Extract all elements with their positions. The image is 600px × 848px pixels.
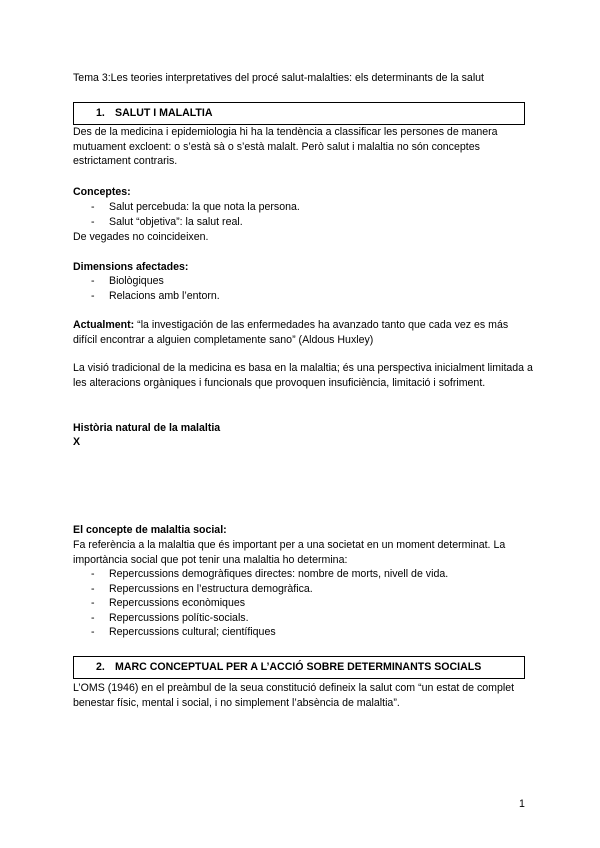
page-number: 1 <box>519 798 525 810</box>
concepts-list <box>73 200 535 229</box>
list-item: - Repercussions cultural; científiques <box>73 625 535 640</box>
natural-history-heading: Història natural de la malaltia <box>73 422 221 434</box>
section-2-text: L’OMS (1946) en el preàmbul de la seua constitució defineix la salut com “un estat de complet benestar físic, mental i social, i no simplement l’absència de malaltia”. <box>73 682 515 709</box>
actualment-quote: “la investigación de las enfermedades ha avanzado tanto que cada vez es más difícil encontrar a alguien completamente sano” (Aldous Huxley) <box>73 319 509 346</box>
social-illness-heading: El concepte de malaltia social: <box>73 524 227 536</box>
social-illness-list <box>73 567 535 640</box>
list-item: - Salut “objetiva”: la salut real. <box>73 215 535 230</box>
natural-history-mark: X <box>73 436 81 448</box>
section-2-heading: MARC CONCEPTUAL PER A L’ACCIÓ SOBRE DETERMINANTS SOCIALS <box>115 661 482 673</box>
list-item: - Repercussions demogràfiques directes: nombre de morts, nivell de vida. <box>73 567 535 582</box>
concepts-note: De vegades no coincideixen. <box>73 231 209 243</box>
concepts-heading: Conceptes: <box>73 186 131 198</box>
list-item: - Repercussions polític-socials. <box>73 611 535 626</box>
section-2-heading-box <box>73 656 525 679</box>
actualment-label: Actualment: <box>73 319 135 331</box>
actualment-paragraph <box>73 318 535 347</box>
section-1-heading-box <box>73 102 525 125</box>
traditional-view-paragraph: La visió tradicional de la medicina es basa en la malaltia; és una perspectiva inicialment limitada a les alteracions orgàniques i funcionals que provoquen insuficiència, limitació i sofriment. <box>73 362 533 389</box>
list-item: - Biològiques <box>73 274 535 289</box>
social-illness-text: Fa referència a la malaltia que és important per a una societat en un moment determinat. La importància social que pot tenir una malaltia ho determina: <box>73 539 506 566</box>
list-item: - Relacions amb l’entorn. <box>73 289 535 304</box>
section-1-intro: Des de la medicina i epidemiologia hi ha la tendència a classificar les persones de manera mutuament excloent: o s’està sà o s’està malalt. Però salut i malaltia no són conceptes estrictament contraris. <box>73 126 498 168</box>
list-item: - Repercussions en l’estructura demogràfica. <box>73 582 535 597</box>
section-2-number: 2. <box>96 661 105 673</box>
list-item: - Repercussions econòmiques <box>73 596 535 611</box>
dimensions-list <box>73 274 535 303</box>
dimensions-heading: Dimensions afectades: <box>73 261 189 273</box>
section-1-number: 1. <box>96 107 105 119</box>
section-1-heading: SALUT I MALALTIA <box>115 107 213 119</box>
document-title: Tema 3:Les teories interpretatives del procé salut-malalties: els determinants de la salut <box>73 72 485 84</box>
list-item: - Salut percebuda: la que nota la persona. <box>73 200 535 215</box>
